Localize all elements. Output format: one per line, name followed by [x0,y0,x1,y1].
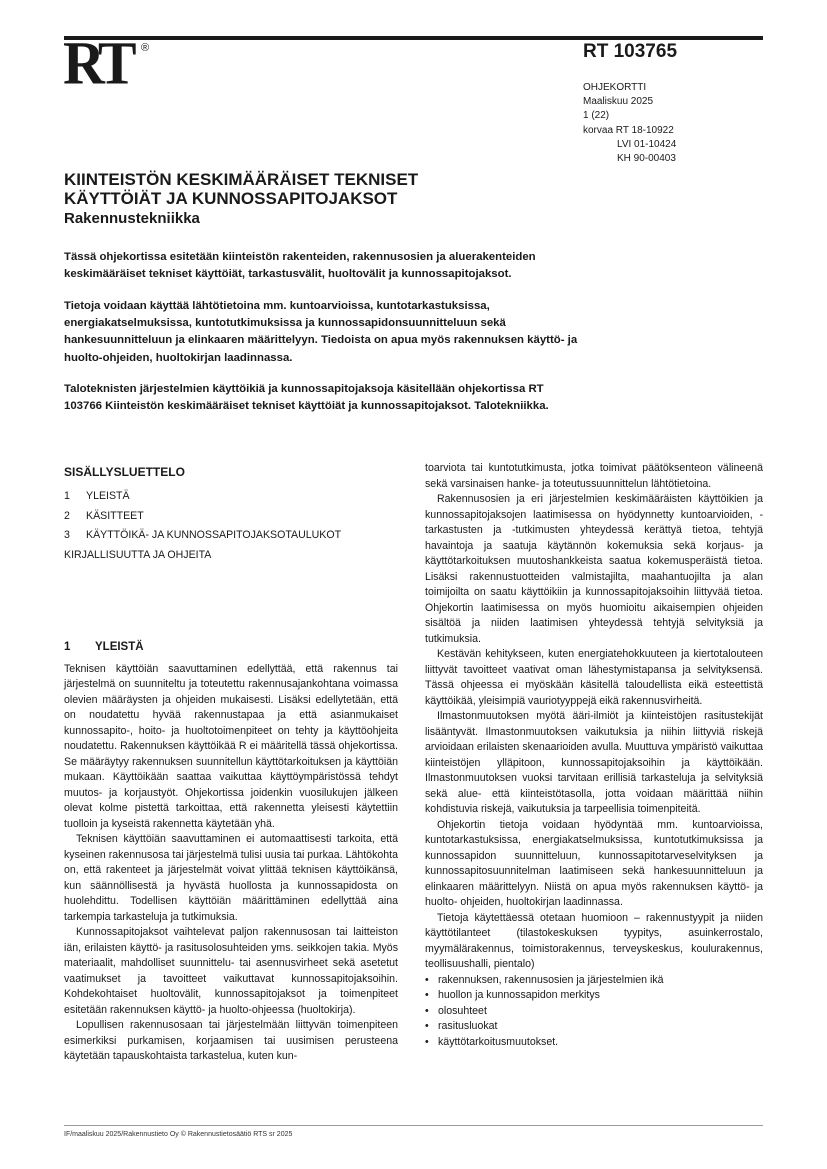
left-column [64,640,398,1065]
toc-item[interactable] [64,490,404,510]
table-of-contents [64,465,404,568]
body-paragraph: Lopullisen rakennusosaan tai järjestelmään liittyvän toimenpiteen esimerkiksi purkamisen, korjaamisen tai uusimisen perusteena käytetään tapauskohtaista tarkastelua, kuten kun- [64,1019,398,1062]
body-paragraph: Tietoja käytettäessä otetaan huomioon – rakennustyypit ja niiden käyttötilanteet (tilastokeskuksen tyypitys, asuinkerrostalo, myymälärakennus, toimistorakennus, terveyskeskus, koulurakennus, teollisuushalli, pientalo) [425,911,763,970]
list-item: • rakennuksen, rakennusosien ja järjestelmien ikä [425,973,763,989]
footer-rule [64,1125,763,1126]
document-meta [583,81,676,166]
body-paragraph: Rakennusosien ja eri järjestelmien keskimääräisten käyttöikien ja kunnossapitojaksojen laatimisessa on hyödynnetty kuntoarvioiden, -tarkastusten ja -tutkimusten yhteydessä kerättyä tietoa, tehtyjä havaintoja ja saatuja käytännön kokemuksia sekä korjaus- ja käyttötarkoituksen muutoshankkeista saatua kokemusperäistä tietoa. Lisäksi rakennustuotteiden valmistajilta, maahantuojilta ja alan toimijoilta on saatu käyttöikiin ja kunnossapitojaksoihin liittyvää tietoa. Ohjekortin laatimisessa on myös huomioitu aikaisempien ohjeiden sisältöä ja niiden laatimisen yhteydessä tehtyjä selvityksiä ja tutkimuksia. [425,493,763,645]
body-paragraph: Teknisen käyttöiän saavuttaminen edellyttää, että rakennus tai järjestelmä on suunniteltu ja toteutettu rakennusajankohtana voimassa olevien määräysten ja ohjeiden mukaisesti. Lisäksi edellytetään, että on noudatettu hyvää rakennustapaa ja että asianmukaiset kunnossapito-, hoito- ja huoltotoimenpiteet on tehty ja käyttöohjeita noudatettu. Rakennuksen käyttöikää R ei määritellä tässä ohjekortissa. Se määräytyy rakennuksen suunnitellun käyttötarkoituksen ja käyttöiän mukaan. Käyttöikään saattaa vaikuttaa käyttöympäristössä tehdyt muutos- ja korjaustyöt. Ohjekortissa joidenkin vuosilukujen jälkeen olevat kolme pistettä tarkoittaa, että rakennetta yleisesti käytettiin tuolloin ja kyseistä rakennetta käytetään yhä. [64,662,398,830]
toc-item-number: 2 [64,509,70,522]
intro-paragraph-3: Taloteknisten järjestelmien käyttöikiä ja kunnossapitojaksoja käsitellään ohjekortissa RT 103766 Kiinteistön keskimääräiset tekniset käyttöiät ja kunnossapitojaksot. Talotekniikka. [64,383,549,413]
document-date: Maaliskuu 2025 [583,96,654,108]
document-code: RT 103765 [583,41,678,62]
toc-item[interactable] [64,549,404,569]
registered-mark: ® [141,42,150,54]
right-column [425,461,763,1050]
page-count: 1 (22) [583,110,610,122]
title-line-2: KÄYTTÖIÄT JA KUNNOSSAPITOJAKSOT [64,189,398,208]
body-paragraph: Teknisen käyttöiän saavuttaminen ei automaattisesti tarkoita, että kyseinen rakennusosa tai järjestelmä tulisi uusia tai purkaa. Lähtökohta on, että rakenteet ja järjestelmät voivat ylittää teknisen käyttöikänsä, kun säännöllisestä ja hyvästä huollosta ja kunnossapidosta on huolehdittu. Todellisen käyttöiän määrittäminen edellyttää aina tarkempia tarkasteluja ja tutkimuksia. [64,833,398,923]
list-item: • rasitusluokat [425,1019,763,1035]
toc-item[interactable] [64,510,404,530]
toc-item-label: KÄSITTEET [86,509,144,522]
body-paragraph: Kunnossapitojaksot vaihtelevat paljon rakennusosan tai laitteiston iän, erilaisten käyttö- ja rasitusolosuhteiden yms. seikkojen takia. Myös materiaalit, mahdolliset suunnittelu- tai asennusvirheet sekä asetetut vaatimukset ja tavoitteet vaikuttavat kunnossapitojaksoihin. Kohdekohtaiset huoltovälit, kunnossapitojaksot ja toimenpiteet esitetään rakennuksen käyttö- ja huolto-ohjeessa (huoltokirja). [64,926,398,1016]
rt-logo: RT [63,28,132,98]
footer-text: IF/maaliskuu 2025/Rakennustieto Oy © Rakennustietosäätiö RTS sr 2025 [64,1131,293,1138]
section-number: 1 [64,641,71,653]
toc-item-number: 1 [64,490,70,502]
header-rule [64,36,763,40]
list-item: • huollon ja kunnossapidon merkitys [425,988,763,1004]
list-item: • olosuhteet [425,1004,763,1020]
body-paragraph: Ohjekortin tietoja voidaan hyödyntää mm. kuntoarvioissa, kuntotarkastuksissa, energiakatselmuksissa, kuntotutkimuksissa ja kunnossapidon suunnitteluun, kunnossapitotarveselvityksen ja kunnossapitosuunnitelman laatimiseen sekä hankesuunnitteluun ja elinkaaren määrittelyyn. Niistä on apua myös rakennuksen käyttö- ja huolto- ohjeiden, huoltokirjan laadinnassa. [425,818,763,908]
title-line-1: KIINTEISTÖN KESKIMÄÄRÄISET TEKNISET [64,170,419,189]
intro-paragraph-2: Tietoja voidaan käyttää lähtötietoina mm. kuntoarvioissa, kuntotarkastuksissa, energiakatselmuksissa, kuntotutkimuksissa ja kunnossapidonsuunnitteluun sekä hankesuunnitteluun ja elinkaaren määrittelyyn. Tiedoista on apua myös rakennuksen käyttö- ja huolto-ohjeiden, huoltokirjan laadinnassa. [64,300,578,364]
toc-item-number: 3 [64,529,70,541]
document-type: OHJEKORTTI [583,82,647,93]
page-title [64,170,418,208]
toc-item-label: YLEISTÄ [86,490,130,502]
body-paragraph: toarviota tai kuntotutkimusta, jotka toimivat päätöksenteon välineenä sekä varsinaisen hanke- ja toteutussuunnittelun lähtötietoina. [425,462,763,490]
toc-item-label: KÄYTTÖIKÄ- JA KUNNOSSAPITOJAKSOTAULUKOT [86,529,342,541]
body-paragraph: Kestävän kehitykseen, kuten energiatehokkuuteen ja kiertotalouteen liittyvät tavoitteet vaativat oman lähestymistapansa ja selvityksensä. Tässä ohjeessa ei myöskään käsitellä taloudellista eikä esteettistä käyttöikää, yleisimpiä vauriotyyppejä eikä rakennusvirheitä. [425,648,763,707]
intro-paragraph-1: Tässä ohjekortissa esitetään kiinteistön rakenteiden, rakennusosien ja aluerakenteiden keskimääräiset tekniset käyttöiät, tarkastusvälit, huoltovälit ja kunnossapitojaksot. [64,251,536,281]
considerations-list [425,973,763,1051]
replaces-3: KH 90-00403 [617,153,676,165]
section-heading [64,640,398,656]
body-paragraph: Ilmastonmuutoksen myötä ääri-ilmiöt ja kiinteistöjen rasitustekijät lisääntyvät. Ilmastonmuutoksen vaikutuksia ja niihin liittyviä riskejä arvioidaan erilaisten skenaarioiden avulla. Muuttuva ympäristö vaikuttaa kiinteistöjen ylläpitoon, kunnossapitojaksoihin ja käyttöikään. Ilmastonmuutoksen vuoksi tarvitaan erillisiä tarkasteluja ja selvityksiä sekä alue- että kiinteistötasolla, jotta voidaan määrittää niihin kohdistuvia riskejä, vaikutuksia ja tarpeellisia toimenpiteitä. [425,710,763,815]
replaces-2: LVI 01-10424 [617,138,677,150]
section-title: YLEISTÄ [95,641,144,653]
toc-item[interactable] [64,529,404,549]
list-item: • käyttötarkoitusmuutokset. [425,1035,763,1051]
toc-item-label: KIRJALLISUUTTA JA OHJEITA [64,548,212,561]
page-subtitle: Rakennustekniikka [64,210,200,227]
replaces-1: korvaa RT 18-10922 [583,124,674,136]
toc-title: SISÄLLYSLUETTELO [64,465,185,479]
